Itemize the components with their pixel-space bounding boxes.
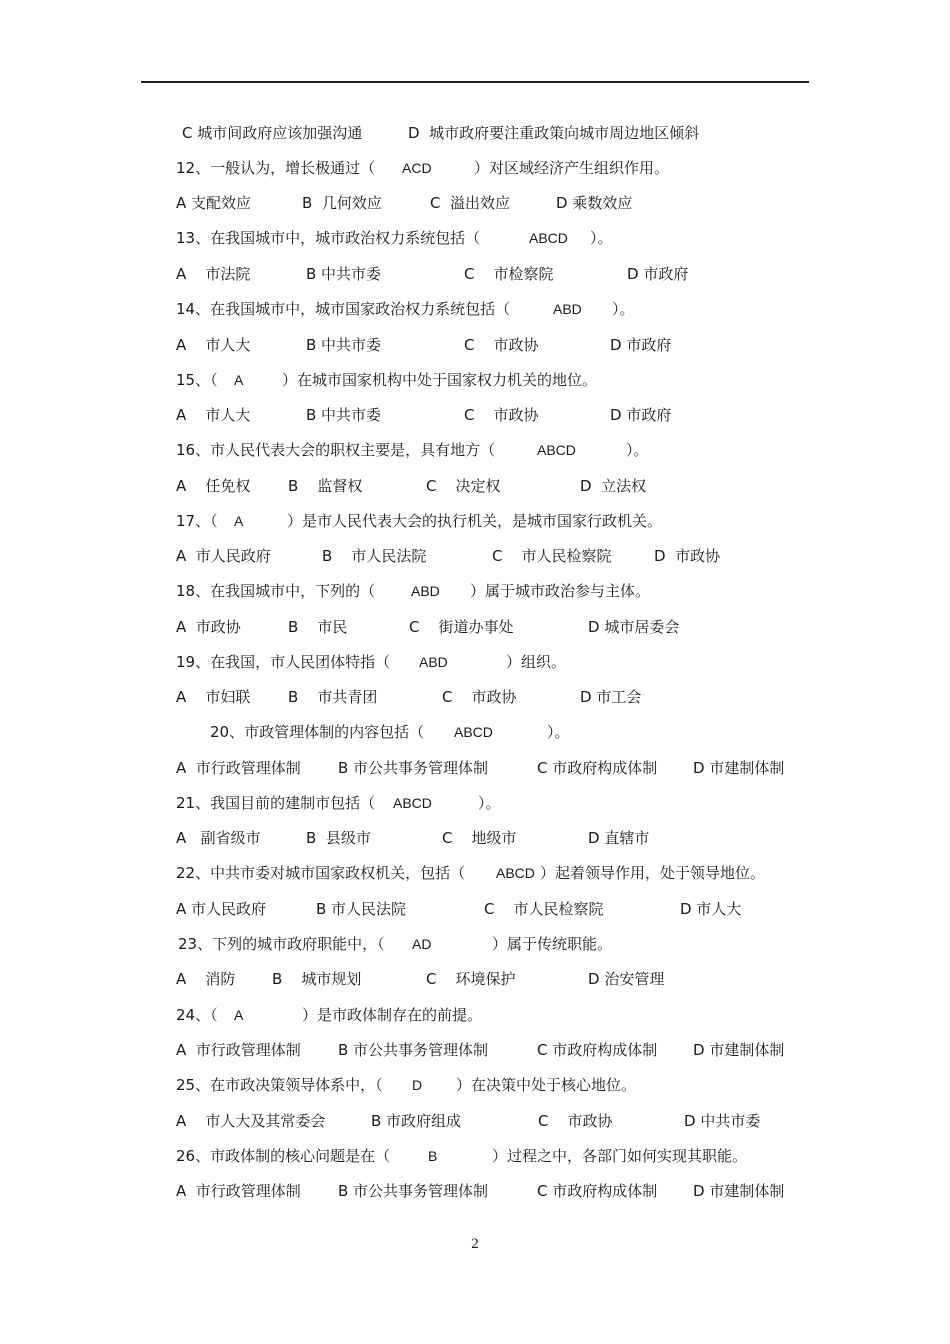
answer: ABCD — [529, 230, 568, 246]
option-b: B 市政府组成 — [371, 1112, 462, 1130]
question-text-end: ）对区域经济产生组织作用。 — [474, 159, 670, 177]
option-b: B 中共市委 — [306, 406, 382, 424]
option-d: D 治安管理 — [588, 970, 665, 988]
option-d: D 城市政府要注重政策向城市周边地区倾斜 — [408, 124, 700, 142]
question-text: 18、在我国城市中，下列的（ — [176, 582, 376, 600]
option-d: D 市人大 — [680, 900, 742, 918]
question-text-end: ）属于传统职能。 — [492, 935, 613, 953]
option-b: B 市公共事务管理体制 — [338, 759, 489, 777]
option-d: D 城市居委会 — [588, 618, 680, 636]
question-text: 12、一般认为，增长极通过（ — [176, 159, 376, 177]
option-c: C 市政协 — [464, 406, 539, 424]
option-c: C 城市间政府应该加强沟通 — [182, 124, 363, 142]
option-b: B 市公共事务管理体制 — [338, 1182, 489, 1200]
question-text: 24、（ — [176, 1006, 218, 1024]
option-d: D 市政府 — [627, 265, 689, 283]
option-c: C 市政府构成体制 — [537, 759, 658, 777]
option-c: C 环境保护 — [426, 970, 516, 988]
option-a: A 副省级市 — [176, 829, 261, 847]
option-d: D 中共市委 — [684, 1112, 761, 1130]
question-text: 26、市政体制的核心问题是在（ — [176, 1147, 391, 1165]
option-a: A 支配效应 — [176, 194, 252, 212]
option-b: B 市公共事务管理体制 — [338, 1041, 489, 1059]
option-c: C 市政协 — [464, 336, 539, 354]
question-text-end: ）。 — [547, 723, 570, 741]
option-c: C 市检察院 — [464, 265, 554, 283]
option-d: D 市政府 — [610, 336, 672, 354]
option-a: A 市人大及其常委会 — [176, 1112, 326, 1130]
question-text-end: ）在城市国家机构中处于国家权力机关的地位。 — [282, 371, 598, 389]
question-text: 16、市人民代表大会的职权主要是，具有地方（ — [176, 441, 496, 459]
option-b: B 市人民法院 — [322, 547, 427, 565]
option-d: D 市建制体制 — [693, 1041, 785, 1059]
option-b: B 中共市委 — [306, 265, 382, 283]
option-b: B 市人民法院 — [316, 900, 407, 918]
option-a: A 市行政管理体制 — [176, 1182, 301, 1200]
header-rule — [141, 81, 809, 83]
option-a: A 市人大 — [176, 336, 251, 354]
option-a: A 市人大 — [176, 406, 251, 424]
question-text-end: ）。 — [626, 441, 649, 459]
question-text-end: ）过程之中，各部门如何实现其职能。 — [492, 1147, 748, 1165]
option-c: C 市政府构成体制 — [537, 1182, 658, 1200]
question-text-end: ）属于城市政治参与主体。 — [470, 582, 651, 600]
option-a: A 市行政管理体制 — [176, 759, 301, 777]
option-a: A 任免权 — [176, 477, 251, 495]
question-text-end: ）是市政体制存在的前提。 — [302, 1006, 483, 1024]
option-d: D 立法权 — [580, 477, 647, 495]
option-c: C 市政协 — [538, 1112, 613, 1130]
option-b: B 市共青团 — [288, 688, 378, 706]
answer: ABD — [553, 301, 582, 317]
answer: A — [234, 1007, 244, 1023]
answer: ACD — [402, 160, 432, 176]
option-b: B 监督权 — [288, 477, 363, 495]
option-d: D 市政协 — [654, 547, 721, 565]
option-c: C 街道办事处 — [409, 618, 514, 636]
option-a: A 市人民政府 — [176, 547, 271, 565]
question-text: 22、中共市委对城市国家政权机关，包括（ — [176, 864, 466, 882]
option-c: C 市政协 — [442, 688, 517, 706]
question-text: 21、我国目前的建制市包括（ — [176, 794, 376, 812]
question-text-end: ）。 — [478, 794, 501, 812]
option-d: D 乘数效应 — [556, 194, 633, 212]
question-text: 25、在市政决策领导体系中，（ — [176, 1076, 383, 1094]
answer: ABCD — [393, 795, 432, 811]
option-b: B 中共市委 — [306, 336, 382, 354]
answer: ABD — [411, 583, 440, 599]
question-text: 20、市政管理体制的内容包括（ — [210, 723, 425, 741]
option-c: C 市人民检察院 — [492, 547, 612, 565]
answer: A — [234, 513, 244, 529]
option-a: A 市法院 — [176, 265, 251, 283]
answer: D — [412, 1077, 423, 1093]
question-text-end: ）是市人民代表大会的执行机关，是城市国家行政机关。 — [287, 512, 663, 530]
answer: AD — [412, 936, 432, 952]
question-text-end: ）。 — [590, 229, 613, 247]
answer: A — [234, 372, 244, 388]
option-a: A 市行政管理体制 — [176, 1041, 301, 1059]
option-c: C 地级市 — [442, 829, 517, 847]
question-text: 15、（ — [176, 371, 218, 389]
option-a: A 消防 — [176, 970, 236, 988]
option-d: D 直辖市 — [588, 829, 650, 847]
question-text: 23、下列的城市政府职能中，（ — [178, 935, 385, 953]
option-d: D 市建制体制 — [693, 759, 785, 777]
option-b: B 市民 — [288, 618, 348, 636]
question-text-end: ）起着领导作用，处于领导地位。 — [540, 864, 766, 882]
option-a: A 市妇联 — [176, 688, 251, 706]
option-c: C 决定权 — [426, 477, 501, 495]
option-c: C 市政府构成体制 — [537, 1041, 658, 1059]
answer: ABCD — [454, 724, 493, 740]
option-c: C 溢出效应 — [430, 194, 511, 212]
option-d: D 市工会 — [580, 688, 642, 706]
option-b: B 城市规划 — [272, 970, 362, 988]
answer: ABD — [419, 654, 448, 670]
option-d: D 市政府 — [610, 406, 672, 424]
answer: ABCD — [496, 865, 535, 881]
question-text: 13、在我国城市中，城市政治权力系统包括（ — [176, 229, 481, 247]
question-text-end: ）组织。 — [506, 653, 567, 671]
option-a: A 市政协 — [176, 618, 241, 636]
question-text: 19、在我国，市人民团体特指（ — [176, 653, 391, 671]
option-d: D 市建制体制 — [693, 1182, 785, 1200]
question-text-end: ）在决策中处于核心地位。 — [456, 1076, 637, 1094]
option-c: C 市人民检察院 — [484, 900, 604, 918]
answer: ABCD — [537, 442, 576, 458]
option-b: B 几何效应 — [302, 194, 382, 212]
answer: B — [428, 1148, 438, 1164]
option-a: A 市人民政府 — [176, 900, 267, 918]
question-text: 17、（ — [176, 512, 218, 530]
option-b: B 县级市 — [306, 829, 371, 847]
page-number: 2 — [471, 1236, 479, 1252]
question-text-end: ）。 — [612, 300, 635, 318]
question-text: 14、在我国城市中，城市国家政治权力系统包括（ — [176, 300, 511, 318]
